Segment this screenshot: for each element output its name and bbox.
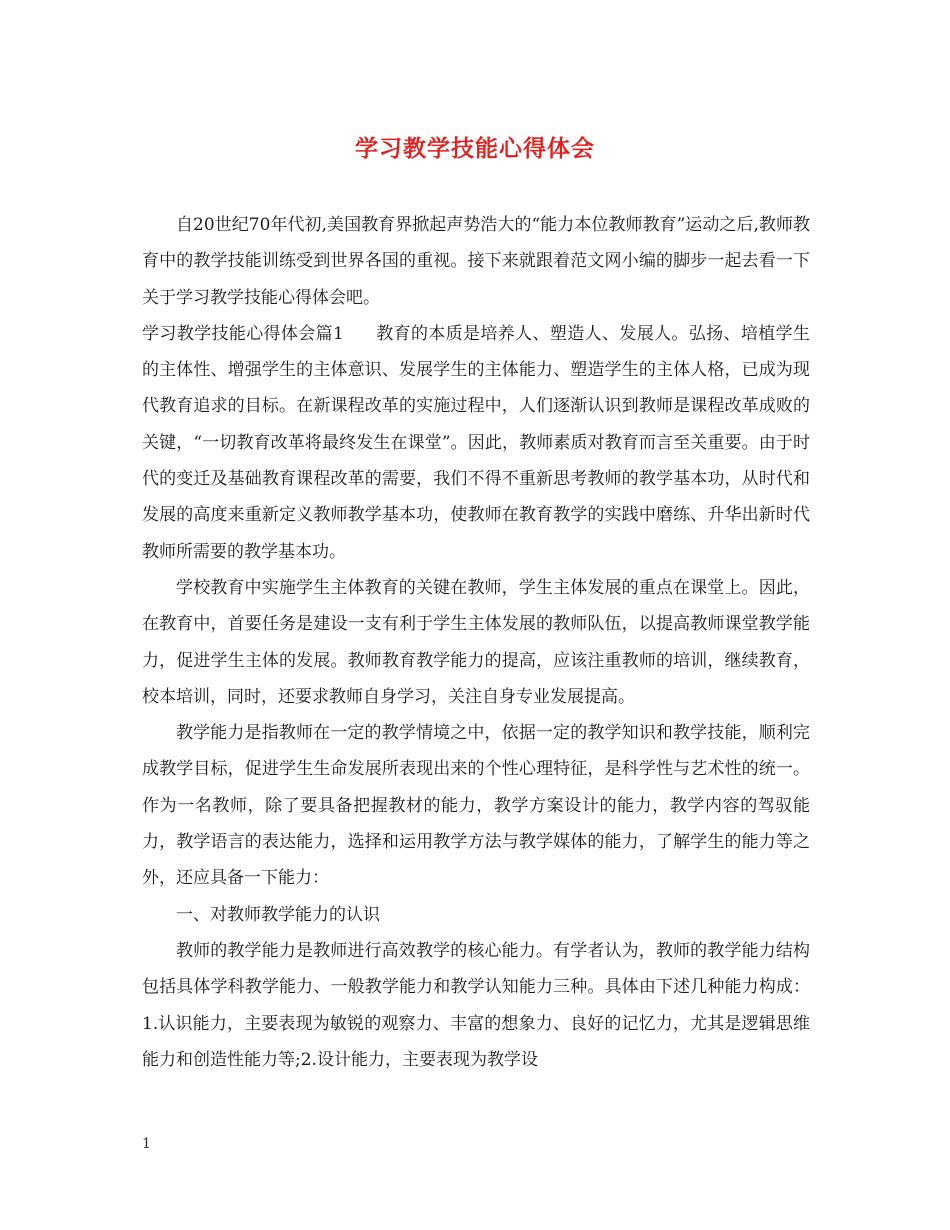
section-label: 学习教学技能心得体会篇1 (142, 323, 344, 344)
paragraph-4: 教师的教学能力是教师进行高效教学的核心能力。有学者认为，教师的教学能力结构包括具体学科教学能力、一般教学能力和教学认知能力三种。具体由下述几种能力构成：1.认识能力，主要表现为敏锐的观察力、丰富的想象力、良好的记忆力，尤其是逻辑思维能力和创造性能力等;2.设计能力，主要表现为教学设 (142, 940, 810, 1070)
section-heading: 一、对教师教学能力的认识 (176, 904, 380, 925)
paragraph-1: 教育的本质是培养人、塑造人、发展人。弘扬、培植学生的主体性、增强学生的主体意识、发展学生的主体能力、塑造学生的主体人格，已成为现代教育追求的目标。在新课程改革的实施过程中，人们逐渐认识到教师是课程改革成败的关键，“一切教育改革将最终发生在课堂”。因此，教师素质对教育而言至关重要。由于时代的变迁及基础教育课程改革的需要，我们不得不重新思考教师的教学基本功，从时代和发展的高度来重新定义教师教学基本功，使教师在教育教学的实践中磨练、升华出新时代教师所需要的教学基本功。 (142, 323, 810, 562)
intro-paragraph: 自20世纪70年代初,美国教育界掀起声势浩大的“能力本位教师教育”运动之后,教师教育中的教学技能训练受到世界各国的重视。接下来就跟着范文网小编的脚步一起去看一下关于学习教学技能心得体会吧。 (142, 215, 810, 308)
paragraph-2: 学校教育中实施学生主体教育的关键在教师，学生主体发展的重点在课堂上。因此，在教育中，首要任务是建设一支有利于学生主体发展的教师队伍，以提高教师课堂教学能力，促进学生主体的发展。教师教育教学能力的提高，应该注重教师的培训，继续教育，校本培训，同时，还要求教师自身学习，关注自身专业发展提高。 (142, 577, 810, 707)
paragraph-3: 教学能力是指教师在一定的教学情境之中，依据一定的教学知识和教学技能，顺利完成教学目标，促进学生生命发展所表现出来的个性心理特征，是科学性与艺术性的统一。作为一名教师，除了要具备把握教材的能力，教学方案设计的能力，教学内容的驾驭能力，教学语言的表达能力，选择和运用教学方法与教学媒体的能力，了解学生的能力等之外，还应具备一下能力： (142, 723, 810, 889)
section-paragraph (142, 316, 810, 570)
document-title: 学习教学技能心得体会 (355, 135, 595, 162)
document-body (142, 207, 810, 1078)
page-number: 1 (142, 1136, 151, 1152)
